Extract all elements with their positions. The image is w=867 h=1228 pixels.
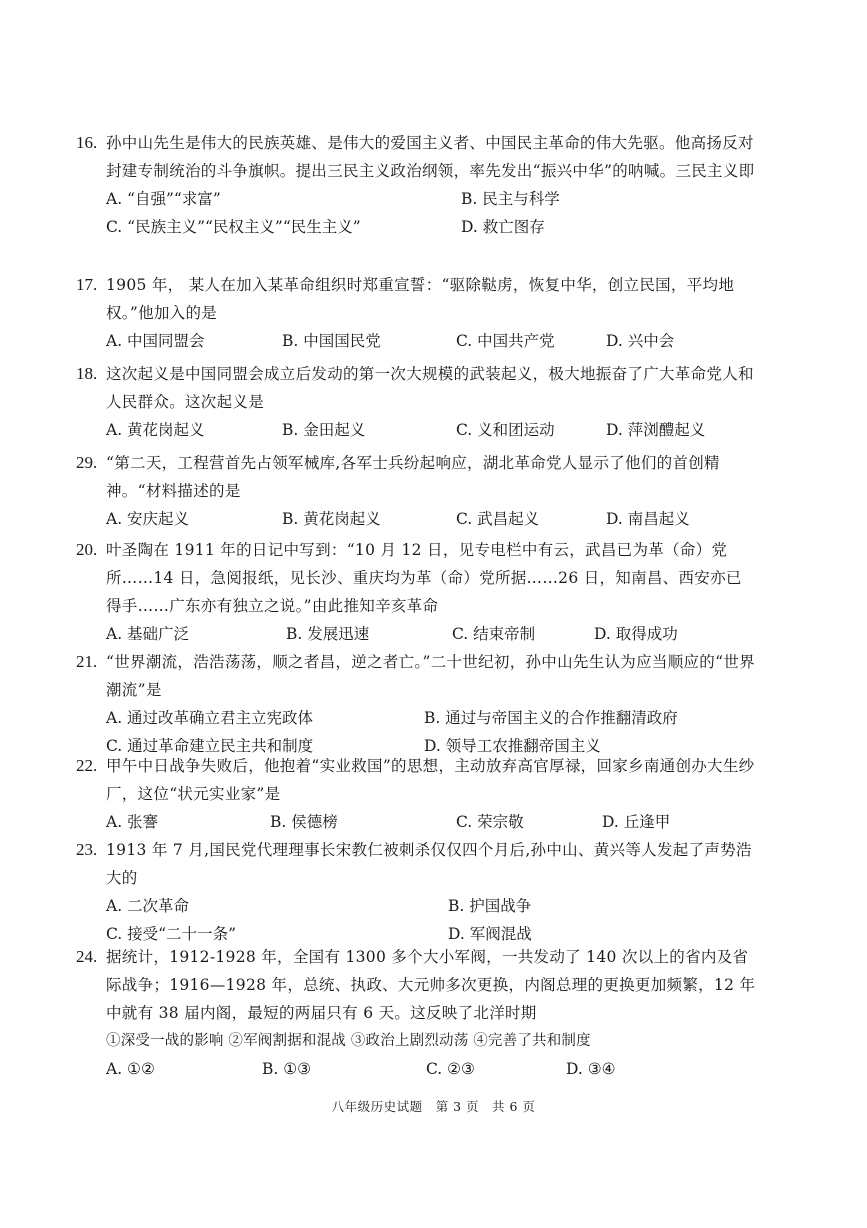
option-d: D. 领导工农推翻帝国主义 [424, 737, 601, 755]
option-d: D. 丘逢甲 [602, 813, 671, 831]
question-stem: 甲午中日战争失败后，他抱着“实业救国”的思想，主动放弃高官厚禄，回家乡南通创办大生纱厂，这位“状元实业家”是 [106, 757, 755, 803]
option-a: A. 基础广泛 [106, 625, 190, 643]
options-row [106, 185, 756, 213]
options-row [106, 808, 756, 836]
question-number: 22. [76, 756, 98, 775]
question-stem: “世界潮流，浩浩荡荡，顺之者昌，逆之者亡。”二十世纪初，孙中山先生认为应当顺应的“世界潮流”是 [106, 653, 755, 699]
option-a: A. ①② [106, 1060, 155, 1078]
option-a: A. 二次革命 [106, 897, 190, 915]
option-a: A. 通过改革确立君主立宪政体 [106, 709, 314, 727]
option-b: B. 侯德榜 [270, 813, 338, 831]
question-number: 21. [76, 652, 98, 671]
question-20 [76, 536, 756, 648]
option-d: D. 南昌起义 [606, 510, 690, 528]
question-number: 29. [76, 453, 98, 472]
option-c: C. 通过革命建立民主共和制度 [106, 737, 314, 755]
question-stem: 1905 年， 某人在加入某革命组织时郑重宣誓：“驱除鞑虏，恢复中华，创立民国，平均地权。”他加入的是 [106, 276, 735, 322]
option-b: B. 中国国民党 [282, 332, 381, 350]
option-b: B. 金田起义 [282, 421, 366, 439]
option-b: B. 民主与科学 [461, 190, 560, 208]
option-d: D. 军阀混战 [448, 925, 532, 943]
options-row [106, 213, 756, 241]
option-c: C. 荣宗敬 [456, 813, 524, 831]
options-row [106, 892, 756, 920]
question-stem: “第二天，工程营首先占领军械库,各军士兵纷起响应，湖北革命党人显示了他们的首创精神。“材料描述的是 [106, 454, 720, 500]
question-stem: 叶圣陶在 1911 年的日记中写到：“10 月 12 日，见专电栏中有云，武昌已为革（命）党所……14 日，急阅报纸，见长沙、重庆均为革（命）党所据……26 日，知南昌、西安亦已得手……广东亦有独立之说。”由此推知辛亥革命 [106, 541, 742, 615]
options-row [106, 1055, 756, 1083]
option-c: C. 中国共产党 [456, 332, 555, 350]
option-c: C. ②③ [426, 1060, 475, 1078]
option-c: C. 结束帝制 [452, 625, 536, 643]
option-d: D. 救亡图存 [461, 218, 545, 236]
option-d: D. 萍浏醴起义 [606, 421, 706, 439]
question-29 [76, 449, 756, 533]
option-b: B. 发展迅速 [286, 625, 370, 643]
option-a: A. 安庆起义 [106, 510, 190, 528]
option-c: C. 武昌起义 [456, 510, 540, 528]
option-c: C. “民族主义”“民权主义”“民生主义” [106, 218, 361, 236]
question-17 [76, 271, 756, 355]
options-row [106, 505, 756, 533]
option-b: B. 通过与帝国主义的合作推翻清政府 [424, 709, 678, 727]
option-a: A. 中国同盟会 [106, 332, 205, 350]
options-row [106, 704, 756, 732]
statement-list: ①深受一战的影响 ②军阀割据和混战 ③政治上剧烈动荡 ④完善了共和制度 [106, 1033, 591, 1049]
option-a: A. 张謇 [106, 813, 159, 831]
question-22 [76, 752, 756, 836]
question-18 [76, 360, 756, 444]
option-a: A. “自强”“求富” [106, 190, 221, 208]
question-number: 16. [76, 133, 98, 152]
question-stem: 孙中山先生是伟大的民族英雄、是伟大的爱国主义者、中国民主革命的伟大先驱。他高扬反对封建专制统治的斗争旗帜。提出三民主义政治纲领，率先发出“振兴中华”的呐喊。三民主义即 [106, 134, 755, 180]
question-16 [76, 129, 756, 241]
options-row [106, 620, 756, 648]
question-21 [76, 648, 756, 760]
question-24 [76, 943, 756, 1083]
options-row [106, 416, 756, 444]
option-c: C. 接受“二十一条” [106, 925, 237, 943]
question-number: 23. [76, 840, 98, 859]
option-a: A. 黄花岗起义 [106, 421, 205, 439]
options-row [106, 327, 756, 355]
option-b: B. ①③ [262, 1060, 312, 1078]
question-number: 20. [76, 540, 98, 559]
option-d: D. 取得成功 [594, 625, 678, 643]
option-d: D. 兴中会 [606, 332, 675, 350]
option-b: B. 黄花岗起义 [282, 510, 381, 528]
question-number: 24. [76, 947, 98, 966]
option-d: D. ③④ [566, 1060, 616, 1078]
question-stem: 这次起义是中国同盟会成立后发动的第一次大规模的武装起义，极大地振奋了广大革命党人和人民群众。这次起义是 [106, 365, 754, 411]
question-stem: 1913 年 7 月,国民党代理理事长宋教仁被刺杀仅仅四个月后,孙中山、黄兴等人发起了声势浩大的 [106, 841, 752, 887]
option-c: C. 义和团运动 [456, 421, 555, 439]
option-b: B. 护国战争 [448, 897, 532, 915]
page-footer: 八年级历史试题 第 3 页 共 6 页 [331, 1099, 536, 1114]
question-number: 18. [76, 364, 98, 383]
question-23 [76, 836, 756, 948]
question-number: 17. [76, 275, 98, 294]
question-stem: 据统计，1912-1928 年，全国有 1300 多个大小军阀，一共发动了 140 次以上的省内及省际战争；1916—1928 年，总统、执政、大元帅多次更换，内阁总理的更换更加频繁，12 年中就有 38 届内阁，最短的两届只有 6 天。这反映了北洋时期 [106, 948, 756, 1022]
